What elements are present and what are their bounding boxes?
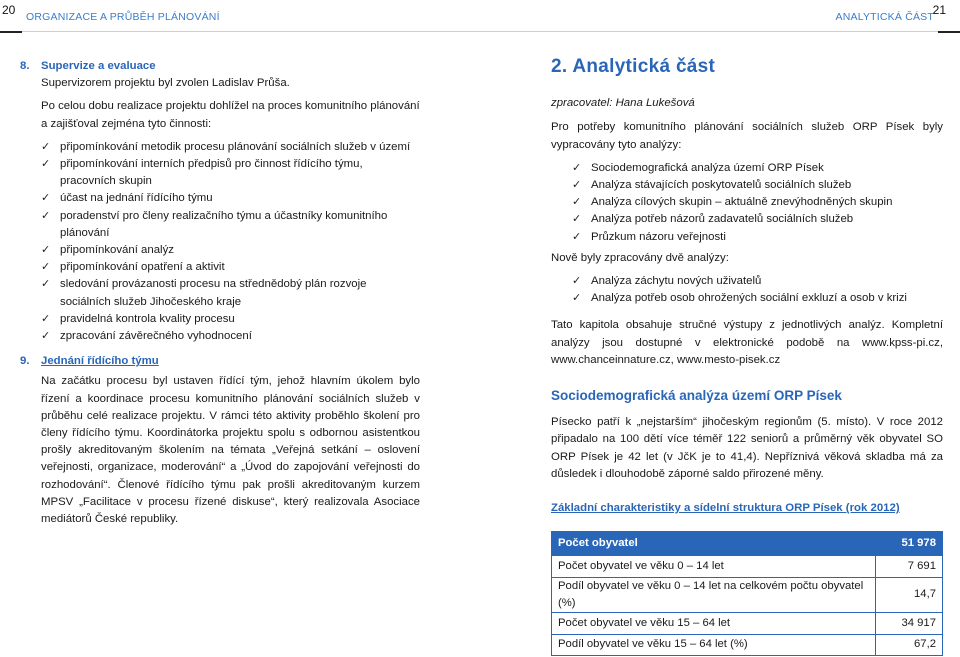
section-9-heading: [20, 353, 420, 370]
running-title-right: ANALYTICKÁ ČÁST: [835, 11, 934, 23]
table-row: [552, 577, 943, 612]
list-item: ✓ poradenství pro členy realizačního týmu a účastníky komunitního plánování: [41, 209, 388, 239]
check-mark-icon: ✓: [572, 275, 582, 288]
list-item: ✓ pravidelná kontrola kvality procesu: [41, 311, 420, 328]
table-row: [552, 613, 943, 635]
list-item: ✓ Sociodemografická analýza území ORP Písek: [572, 160, 943, 177]
table-cell-value: 51 978: [876, 532, 943, 556]
check-mark-icon: ✓: [41, 244, 51, 257]
section-8-heading: [20, 58, 420, 75]
page-number-left: 20: [2, 3, 16, 17]
table-row: [552, 556, 943, 578]
table-title: Základní charakteristiky a sídelní struktura ORP Písek (rok 2012): [551, 502, 900, 515]
list-item: ✓ Analýza záchytu nových uživatelů: [572, 273, 943, 290]
list-item: ✓ účast na jednání řídícího týmu: [41, 190, 420, 207]
check-mark-icon: ✓: [572, 230, 582, 243]
table-cell-label: Počet obyvatel ve věku 0 – 14 let: [552, 556, 876, 578]
left-column: [20, 58, 420, 528]
section-title: Jednání řídícího týmu: [41, 355, 159, 368]
table-cell-label: Počet obyvatel ve věku 15 – 64 let: [552, 613, 876, 635]
list-item: ✓ Analýza stávajících poskytovatelů sociálních služeb: [572, 177, 943, 194]
right-column: [551, 58, 943, 656]
table-cell-label: Počet obyvatel: [552, 532, 876, 556]
check-mark-icon: ✓: [41, 330, 51, 343]
section-9-text: Na začátku procesu byl ustaven řídící tým, jehož hlavním úkolem bylo řízení a koordinace procesu komunitního plánování sociálních služeb v průběhu celé realizace projektu. V rámci této aktivity proběhlo školení pro členy řídícího týmu. Koordinátorka projektu spolu s odbornou asistentkou prošly akreditovaným školením na témata „Veřejná setkání – oslovení veřejnosti, organizace, moderování“ a „Úvod do zapojování veřejnosti do rozhodování“. Členové řídícího týmu pak prošli akreditovaným kurzem MPSV „Facilitace v procesu řízené diskuse“, který realizovala Asociace mediátorů České republiky.: [41, 375, 420, 526]
check-mark-icon: ✓: [41, 261, 51, 274]
header-rule-right: [938, 31, 960, 33]
subsection-title: Sociodemografická analýza území ORP Písek: [551, 388, 842, 404]
list-item: ✓ připomínkování opatření a aktivit: [41, 259, 420, 276]
section-8-text-2: Po celou dobu realizace projektu dohlížel na proces komunitního plánování a zajišťoval zejména tyto činnosti:: [41, 100, 420, 130]
table-cell-value: 7 691: [876, 556, 943, 578]
new-analyses-label: Nově byly zpracovány dvě analýzy:: [551, 251, 729, 264]
table-cell-value: 14,7: [876, 577, 943, 612]
list-item: ✓ zpracování závěrečného vyhodnocení: [41, 328, 420, 345]
check-mark-icon: ✓: [572, 292, 582, 305]
table-cell-label: Podíl obyvatel ve věku 0 – 14 let na celkovém počtu obyvatel (%): [552, 577, 876, 612]
author-line: zpracovatel: Hana Lukešová: [551, 97, 695, 110]
supervision-activities-list: [20, 139, 420, 345]
table-cell-value: 67,2: [876, 634, 943, 656]
table-cell-value: 34 917: [876, 613, 943, 635]
table-cell-label: Podíl obyvatel ve věku 15 – 64 let (%): [552, 634, 876, 656]
section-8-text-1: Supervizorem projektu byl zvolen Ladislav Průša.: [41, 77, 290, 90]
list-item: ✓ sledování provázanosti procesu na střednědobý plán rozvoje sociálních služeb Jihočeského kraje: [41, 278, 367, 308]
list-item: ✓ připomínkování interních předpisů pro činnost řídícího týmu, pracovních skupin: [41, 158, 363, 188]
section-number: 8.: [20, 60, 30, 72]
new-analyses-list: [551, 273, 943, 307]
running-title-left: ORGANIZACE A PRŮBĚH PLÁNOVÁNÍ: [26, 11, 220, 23]
check-mark-icon: ✓: [572, 196, 582, 209]
section-number: 9.: [20, 355, 30, 368]
list-item: ✓ Analýza potřeb názorů zadavatelů sociálních služeb: [572, 211, 943, 228]
analyses-list: [551, 160, 943, 246]
page-number-right: 21: [932, 3, 946, 17]
list-item: ✓ Analýza potřeb osob ohrožených sociální exkluzí a osob v krizi: [572, 290, 943, 307]
section-title: Supervize a evaluace: [41, 60, 156, 72]
stats-table: [551, 531, 943, 656]
table-row: [552, 634, 943, 656]
check-mark-icon: ✓: [572, 213, 582, 226]
header-rule-left: [0, 31, 22, 33]
header-divider: [22, 31, 938, 32]
list-item: ✓ připomínkování metodik procesu plánování sociálních služeb v území: [41, 139, 420, 156]
table-row: [552, 532, 943, 556]
check-mark-icon: ✓: [41, 192, 51, 205]
summary-text: Tato kapitola obsahuje stručné výstupy z jednotlivých analýz. Kompletní analýzy jsou dostupné v elektronické podobě na www.kpss-pi.cz, www.chanceinnature.cz, www.mesto-pisek.cz: [551, 319, 943, 366]
list-item: ✓ Průzkum názoru veřejnosti: [572, 229, 943, 246]
check-mark-icon: ✓: [41, 209, 51, 222]
check-mark-icon: ✓: [41, 278, 51, 291]
check-mark-icon: ✓: [572, 179, 582, 192]
chapter-title: 2. Analytická část: [551, 56, 716, 77]
check-mark-icon: ✓: [41, 140, 51, 153]
page-header: [0, 0, 960, 34]
subsection-text: Písecko patří k „nejstarším“ jihočeským regionům (5. místo). V roce 2012 připadalo na 100 dětí více téměř 122 seniorů a průměrný věk obyvatel SO ORP Písek je 42 let (v JčK je to 41,4). Nepříznivá věková skladba má za důsledek i dlouhodobě záporné saldo přirozené měny.: [551, 416, 943, 480]
check-mark-icon: ✓: [41, 312, 51, 325]
check-mark-icon: ✓: [41, 158, 51, 171]
list-item: ✓ Analýza cílových skupin – aktuálně znevýhodněných skupin: [572, 194, 943, 211]
check-mark-icon: ✓: [572, 161, 582, 174]
intro-text: Pro potřeby komunitního plánování sociálních služeb ORP Písek byly vypracovány tyto analýzy:: [551, 121, 943, 151]
list-item: ✓ připomínkování analýz: [41, 242, 420, 259]
